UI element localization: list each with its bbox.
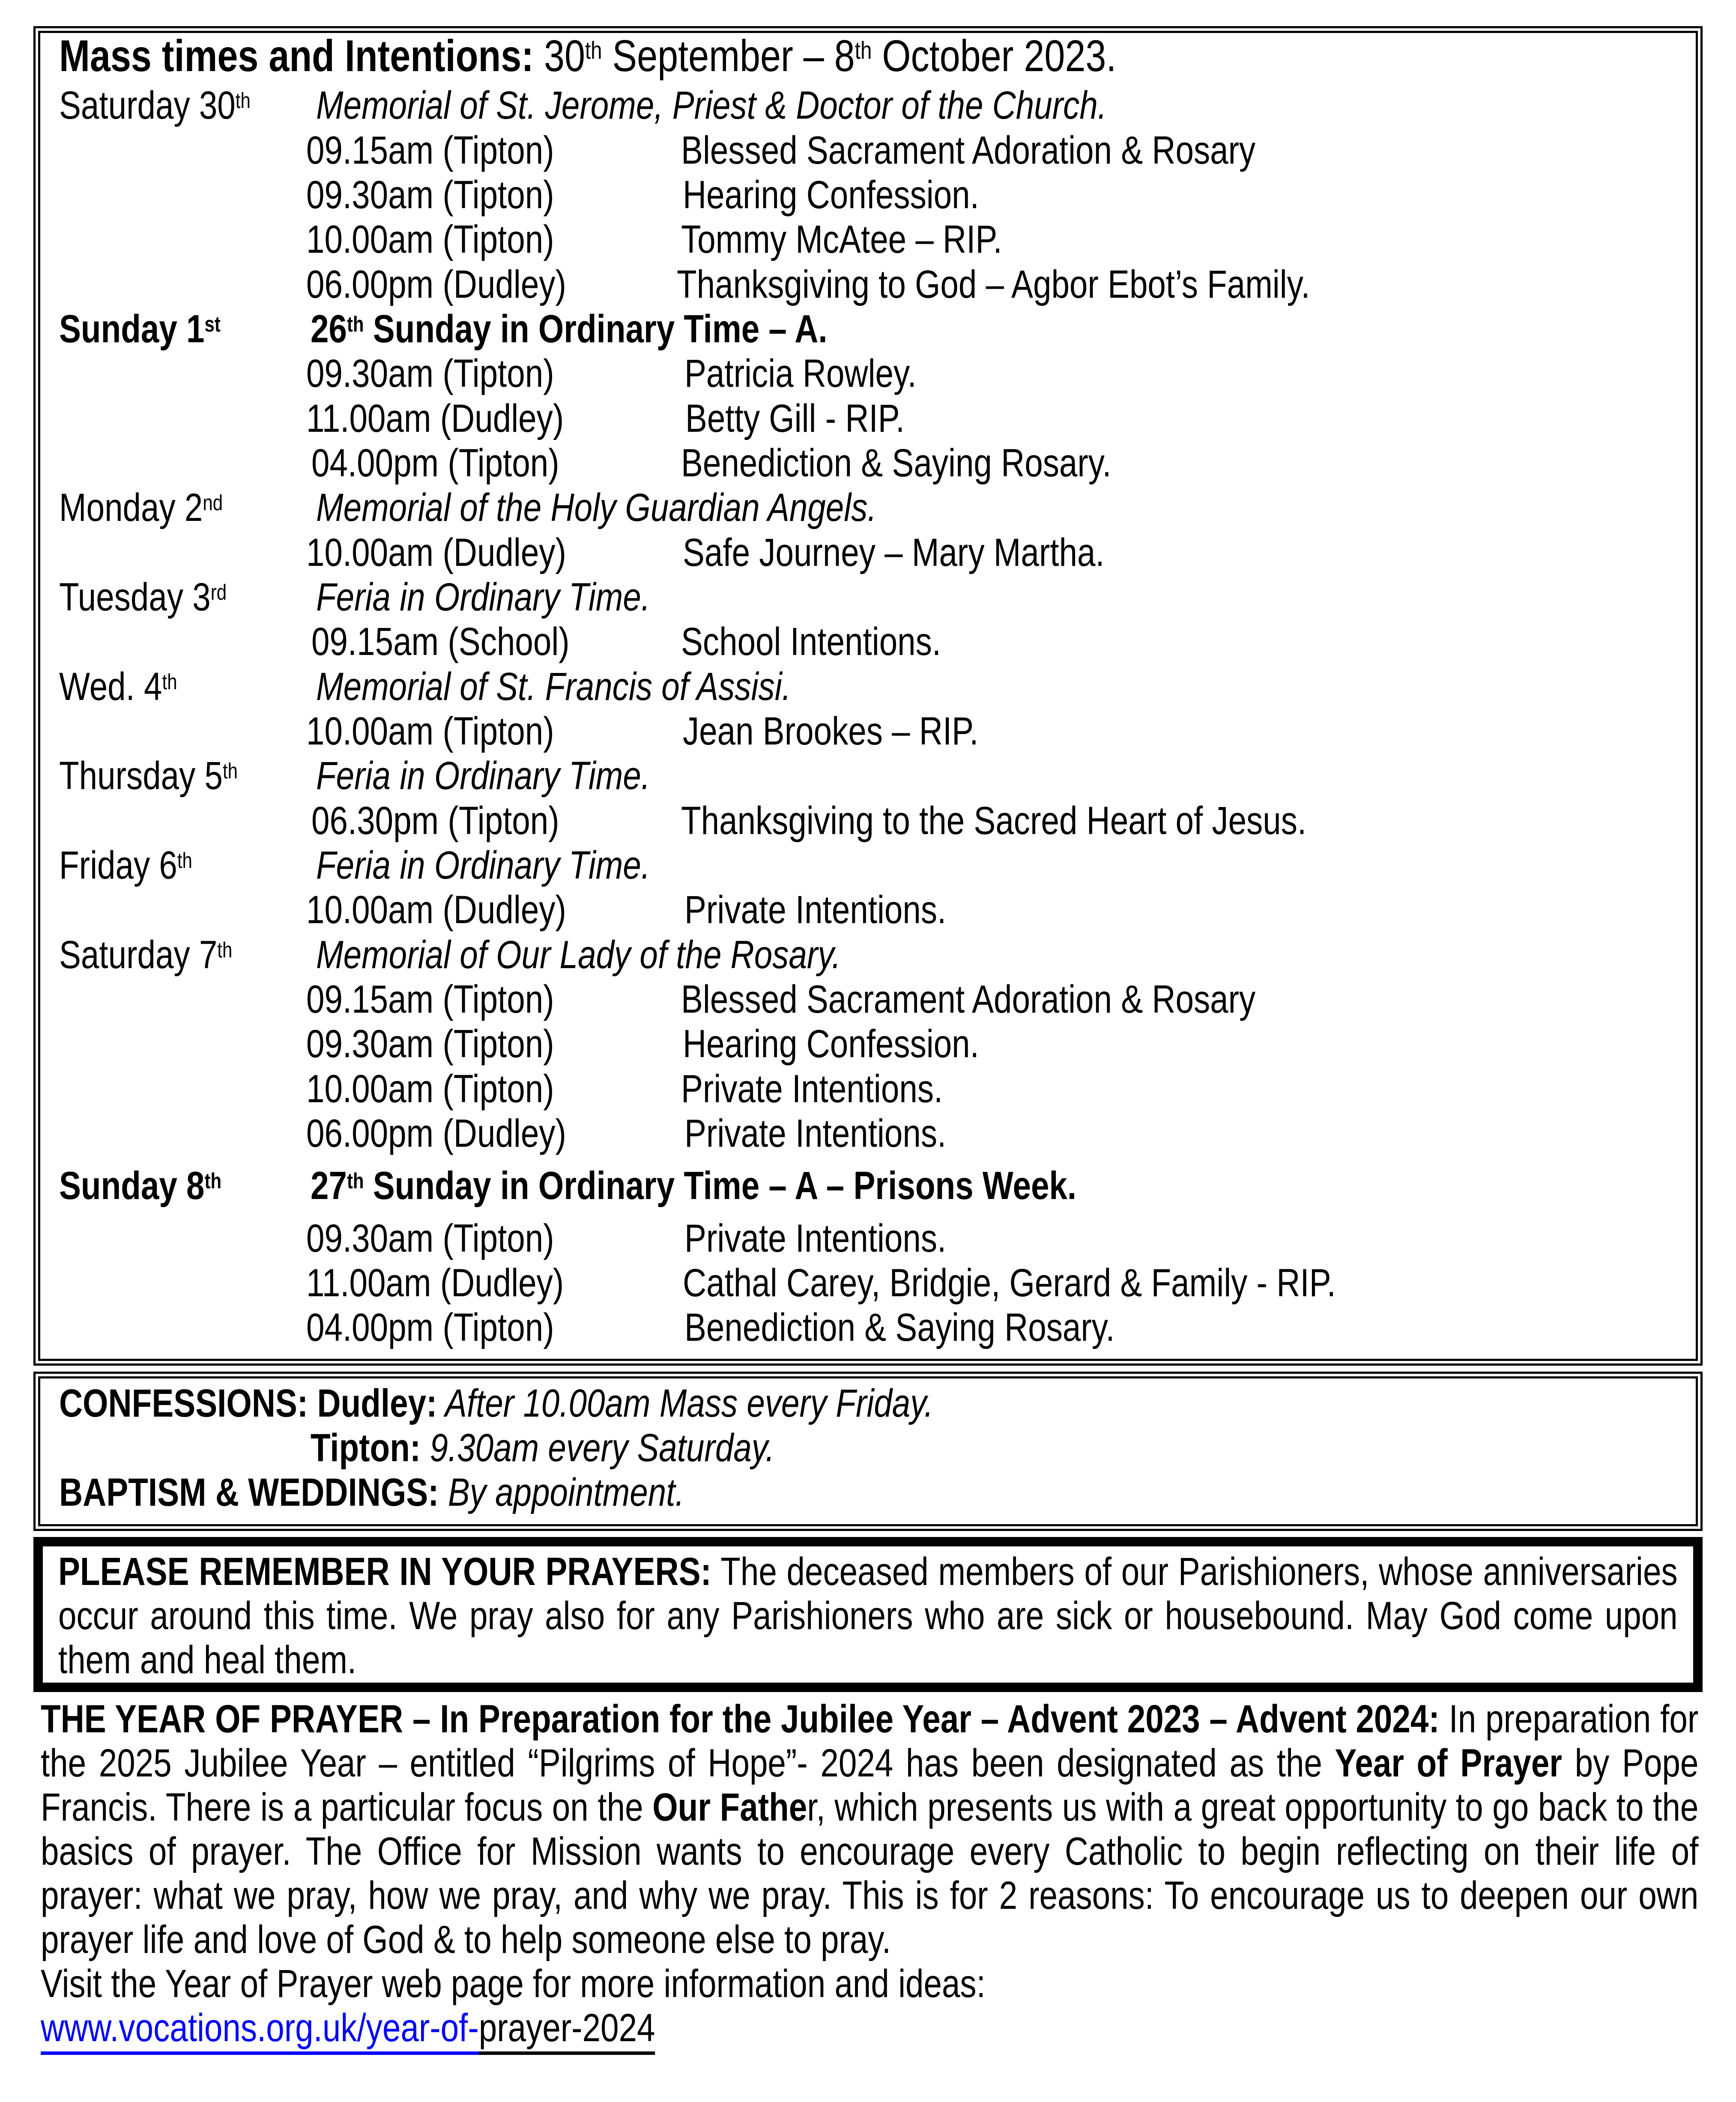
feast-text: 27 bbox=[311, 1164, 347, 1208]
intention-label: Blessed Sacrament Adoration & Rosary bbox=[681, 978, 1256, 1021]
title-date: 30 bbox=[533, 31, 585, 81]
ordinal-suffix: th bbox=[855, 37, 872, 65]
confessions-row bbox=[40, 1426, 1696, 1470]
intention-label: Cathal Carey, Bridgie, Gerard & Family - RIP. bbox=[683, 1261, 1336, 1305]
time-label: 09.30am (Tipton) bbox=[306, 1022, 554, 1066]
year-of-prayer-paragraph bbox=[41, 1697, 1698, 1962]
intention-label: Safe Journey – Mary Martha. bbox=[683, 531, 1105, 574]
day-text: Saturday 30 bbox=[59, 84, 236, 127]
visit-line bbox=[41, 1962, 1698, 2006]
feast-label bbox=[316, 664, 791, 709]
table-row bbox=[40, 575, 1696, 619]
intention-label: Hearing Confession. bbox=[683, 1022, 979, 1066]
year-of-prayer-text: by Pope Francis. There is a particular focus on the bbox=[41, 1741, 1699, 1829]
prayers-box bbox=[33, 1537, 1703, 1692]
ordinal-suffix: th bbox=[222, 758, 238, 783]
day-label bbox=[59, 83, 251, 134]
day-text: Friday 6 bbox=[59, 843, 177, 887]
table-row bbox=[40, 619, 1696, 664]
year-of-prayer-heading: THE YEAR OF PRAYER – In Preparation for the Jubilee Year – Advent 2023 – Advent 2024: bbox=[41, 1697, 1440, 1741]
feast-text: Feria in Ordinary Time. bbox=[316, 754, 651, 798]
feast-label bbox=[316, 485, 877, 530]
day-label bbox=[59, 753, 238, 804]
table-row bbox=[40, 933, 1696, 977]
baptism-weddings-line bbox=[59, 1470, 684, 1515]
table-row bbox=[40, 217, 1696, 262]
intention-label: Thanksgiving to the Sacred Heart of Jesus. bbox=[681, 799, 1307, 843]
feast-text: Feria in Ordinary Time. bbox=[316, 843, 651, 887]
confessions-tipton-time: 9.30am every Saturday. bbox=[421, 1426, 775, 1470]
table-row bbox=[40, 485, 1696, 530]
table-row bbox=[40, 173, 1696, 217]
day-label bbox=[59, 933, 232, 983]
prayers-label: PLEASE REMEMBER IN YOUR PRAYERS: bbox=[58, 1550, 711, 1594]
table-row bbox=[40, 1305, 1696, 1350]
ordinal-suffix: th bbox=[347, 1168, 364, 1193]
intention-label: Patricia Rowley. bbox=[684, 352, 917, 395]
prayers-text: The deceased members of our Parishioners, whose anniversaries occur around this time. We pray also for any Parishioners who are sick or housebound. May God come upon them and heal them. bbox=[58, 1550, 1678, 1682]
table-row bbox=[40, 888, 1696, 932]
feast-label bbox=[311, 307, 828, 357]
table-row bbox=[40, 798, 1696, 843]
feast-label bbox=[316, 83, 1107, 128]
confessions-box bbox=[33, 1372, 1703, 1531]
feast-text: 26 bbox=[311, 307, 347, 351]
time-label: 10.00am (Tipton) bbox=[306, 709, 554, 753]
time-label: 04.00pm (Tipton) bbox=[306, 1306, 554, 1349]
feast-text: Sunday in Ordinary Time – A – Prisons Week. bbox=[364, 1164, 1077, 1208]
time-label: 10.00am (Dudley) bbox=[306, 888, 566, 932]
time-label: 11.00am (Dudley) bbox=[306, 1261, 564, 1305]
page-title bbox=[59, 30, 1116, 89]
table-row bbox=[40, 128, 1696, 173]
intention-label: Benediction & Saying Rosary. bbox=[681, 441, 1112, 485]
table-row bbox=[40, 262, 1696, 307]
year-of-prayer-bold: Year of Prayer bbox=[1335, 1741, 1563, 1785]
table-row bbox=[40, 530, 1696, 575]
table-row bbox=[40, 441, 1696, 485]
day-label bbox=[59, 664, 177, 715]
confessions-dudley-time: After 10.00am Mass every Friday. bbox=[437, 1381, 933, 1425]
intention-label: School Intentions. bbox=[681, 620, 941, 664]
visit-text: Visit the Year of Prayer web page for more information and ideas: bbox=[41, 1962, 986, 2006]
feast-text: Sunday in Ordinary Time – A. bbox=[364, 307, 828, 351]
title-date: September – 8 bbox=[602, 31, 855, 81]
confessions-label: CONFESSIONS: Dudley: bbox=[59, 1381, 437, 1425]
day-text: Wed. 4 bbox=[59, 665, 162, 709]
table-row bbox=[40, 307, 1696, 351]
feast-label bbox=[316, 575, 650, 619]
ordinal-suffix: th bbox=[177, 848, 192, 873]
intention-label: Private Intentions. bbox=[684, 1112, 947, 1155]
baptism-weddings-text: By appointment. bbox=[439, 1471, 684, 1514]
intention-label: Private Intentions. bbox=[684, 1217, 947, 1260]
table-row bbox=[40, 1111, 1696, 1156]
feast-label bbox=[316, 843, 650, 888]
table-row bbox=[40, 396, 1696, 441]
ordinal-suffix: th bbox=[347, 311, 364, 336]
feast-text: Memorial of Our Lady of the Rosary. bbox=[316, 933, 841, 977]
feast-label bbox=[311, 1163, 1076, 1214]
intention-label: Blessed Sacrament Adoration & Rosary bbox=[681, 129, 1256, 172]
year-of-prayer-section bbox=[41, 1697, 1698, 2050]
day-text: Sunday 8 bbox=[59, 1164, 205, 1208]
time-label: 10.00am (Tipton) bbox=[306, 1067, 554, 1111]
time-label: 06.00pm (Dudley) bbox=[306, 1112, 566, 1155]
table-row bbox=[40, 843, 1696, 888]
feast-label bbox=[316, 933, 841, 977]
title-label: Mass times and Intentions: bbox=[59, 31, 534, 81]
day-label bbox=[59, 307, 221, 357]
time-label: 09.15am (Tipton) bbox=[306, 978, 554, 1021]
ordinal-suffix: nd bbox=[203, 490, 223, 515]
time-label: 06.30pm (Tipton) bbox=[311, 799, 559, 843]
feast-text: Memorial of St. Jerome, Priest & Doctor of the Church. bbox=[316, 84, 1107, 127]
ordinal-suffix: th bbox=[585, 37, 602, 65]
day-label bbox=[59, 843, 192, 894]
table-row bbox=[40, 1216, 1696, 1261]
feast-text: Memorial of St. Francis of Assisi. bbox=[316, 665, 791, 709]
time-label: 04.00pm (Tipton) bbox=[311, 441, 559, 485]
feast-label bbox=[316, 753, 650, 798]
table-row bbox=[40, 753, 1696, 798]
tipton-label: Tipton: bbox=[311, 1426, 421, 1470]
time-label: 09.15am (Tipton) bbox=[306, 129, 554, 172]
link-line bbox=[41, 2006, 1698, 2050]
day-label bbox=[59, 1163, 221, 1214]
year-of-prayer-link[interactable]: www.vocations.org.uk/year-of- bbox=[41, 2006, 479, 2055]
ordinal-suffix: th bbox=[162, 669, 177, 694]
intention-label: Tommy McAtee – RIP. bbox=[681, 218, 1002, 261]
time-label: 11.00am (Dudley) bbox=[306, 397, 564, 440]
table-row bbox=[40, 83, 1696, 128]
time-label: 10.00am (Tipton) bbox=[306, 218, 554, 261]
link-plain-suffix: prayer-2024 bbox=[479, 2006, 655, 2055]
baptism-weddings-row bbox=[40, 1470, 1696, 1515]
baptism-weddings-label: BAPTISM & WEDDINGS: bbox=[59, 1471, 439, 1514]
day-text: Sunday 1 bbox=[59, 307, 205, 351]
time-label: 10.00am (Dudley) bbox=[306, 531, 566, 574]
table-row bbox=[40, 1163, 1696, 1208]
ordinal-suffix: st bbox=[204, 311, 221, 336]
intention-label: Betty Gill - RIP. bbox=[685, 397, 905, 440]
table-row bbox=[40, 351, 1696, 396]
day-text: Tuesday 3 bbox=[59, 575, 211, 619]
day-label bbox=[59, 575, 227, 625]
table-row bbox=[40, 1261, 1696, 1305]
our-father-bold: Our Fathe bbox=[652, 1785, 807, 1829]
intention-label: Private Intentions. bbox=[681, 1067, 943, 1111]
intention-label: Private Intentions. bbox=[684, 888, 947, 932]
confessions-dudley-line bbox=[59, 1381, 933, 1426]
time-label: 06.00pm (Dudley) bbox=[306, 263, 566, 306]
year-of-prayer-text: In preparation for the 2025 Jubilee Year – entitled “Pilgrims of Hope”- 2024 has been designated as the bbox=[41, 1697, 1699, 1785]
time-label: 09.15am (School) bbox=[311, 620, 570, 664]
confessions-tipton-line bbox=[311, 1426, 775, 1470]
intention-label: Jean Brookes – RIP. bbox=[683, 709, 979, 753]
intention-label: Hearing Confession. bbox=[683, 173, 979, 217]
title-row bbox=[40, 30, 1696, 82]
day-label bbox=[59, 485, 223, 536]
time-label: 09.30am (Tipton) bbox=[306, 173, 554, 217]
ordinal-suffix: th bbox=[204, 1168, 222, 1193]
title-date: October 2023. bbox=[872, 31, 1117, 81]
time-label: 09.30am (Tipton) bbox=[306, 352, 554, 395]
confessions-row bbox=[40, 1381, 1696, 1426]
ordinal-suffix: th bbox=[217, 937, 233, 962]
day-text: Saturday 7 bbox=[59, 933, 218, 977]
prayers-paragraph bbox=[58, 1550, 1678, 1682]
time-label: 09.30am (Tipton) bbox=[306, 1217, 554, 1260]
day-text: Monday 2 bbox=[59, 486, 203, 529]
table-row bbox=[40, 1067, 1696, 1111]
table-row bbox=[40, 1022, 1696, 1066]
intention-label: Thanksgiving to God – Agbor Ebot’s Family. bbox=[677, 263, 1310, 306]
feast-text: Feria in Ordinary Time. bbox=[316, 575, 651, 619]
table-row bbox=[40, 664, 1696, 709]
year-of-prayer-text: r, which presents us with a great opportunity to go back to the basics of prayer. The Office for Mission wants to encourage every Catholic to begin reflecting on their life of prayer: what we pray, how we pray, and why we pray. This is for 2 reasons: To encourage us to deepen our own prayer life and love of God & to help someone else to pray. bbox=[41, 1785, 1699, 1961]
table-row bbox=[40, 977, 1696, 1022]
table-row bbox=[40, 709, 1696, 753]
mass-times-box bbox=[33, 26, 1703, 1366]
feast-text: Memorial of the Holy Guardian Angels. bbox=[316, 486, 877, 529]
ordinal-suffix: rd bbox=[210, 580, 227, 604]
intention-label: Benediction & Saying Rosary. bbox=[684, 1306, 1115, 1349]
day-text: Thursday 5 bbox=[59, 754, 223, 798]
ordinal-suffix: th bbox=[235, 88, 251, 113]
